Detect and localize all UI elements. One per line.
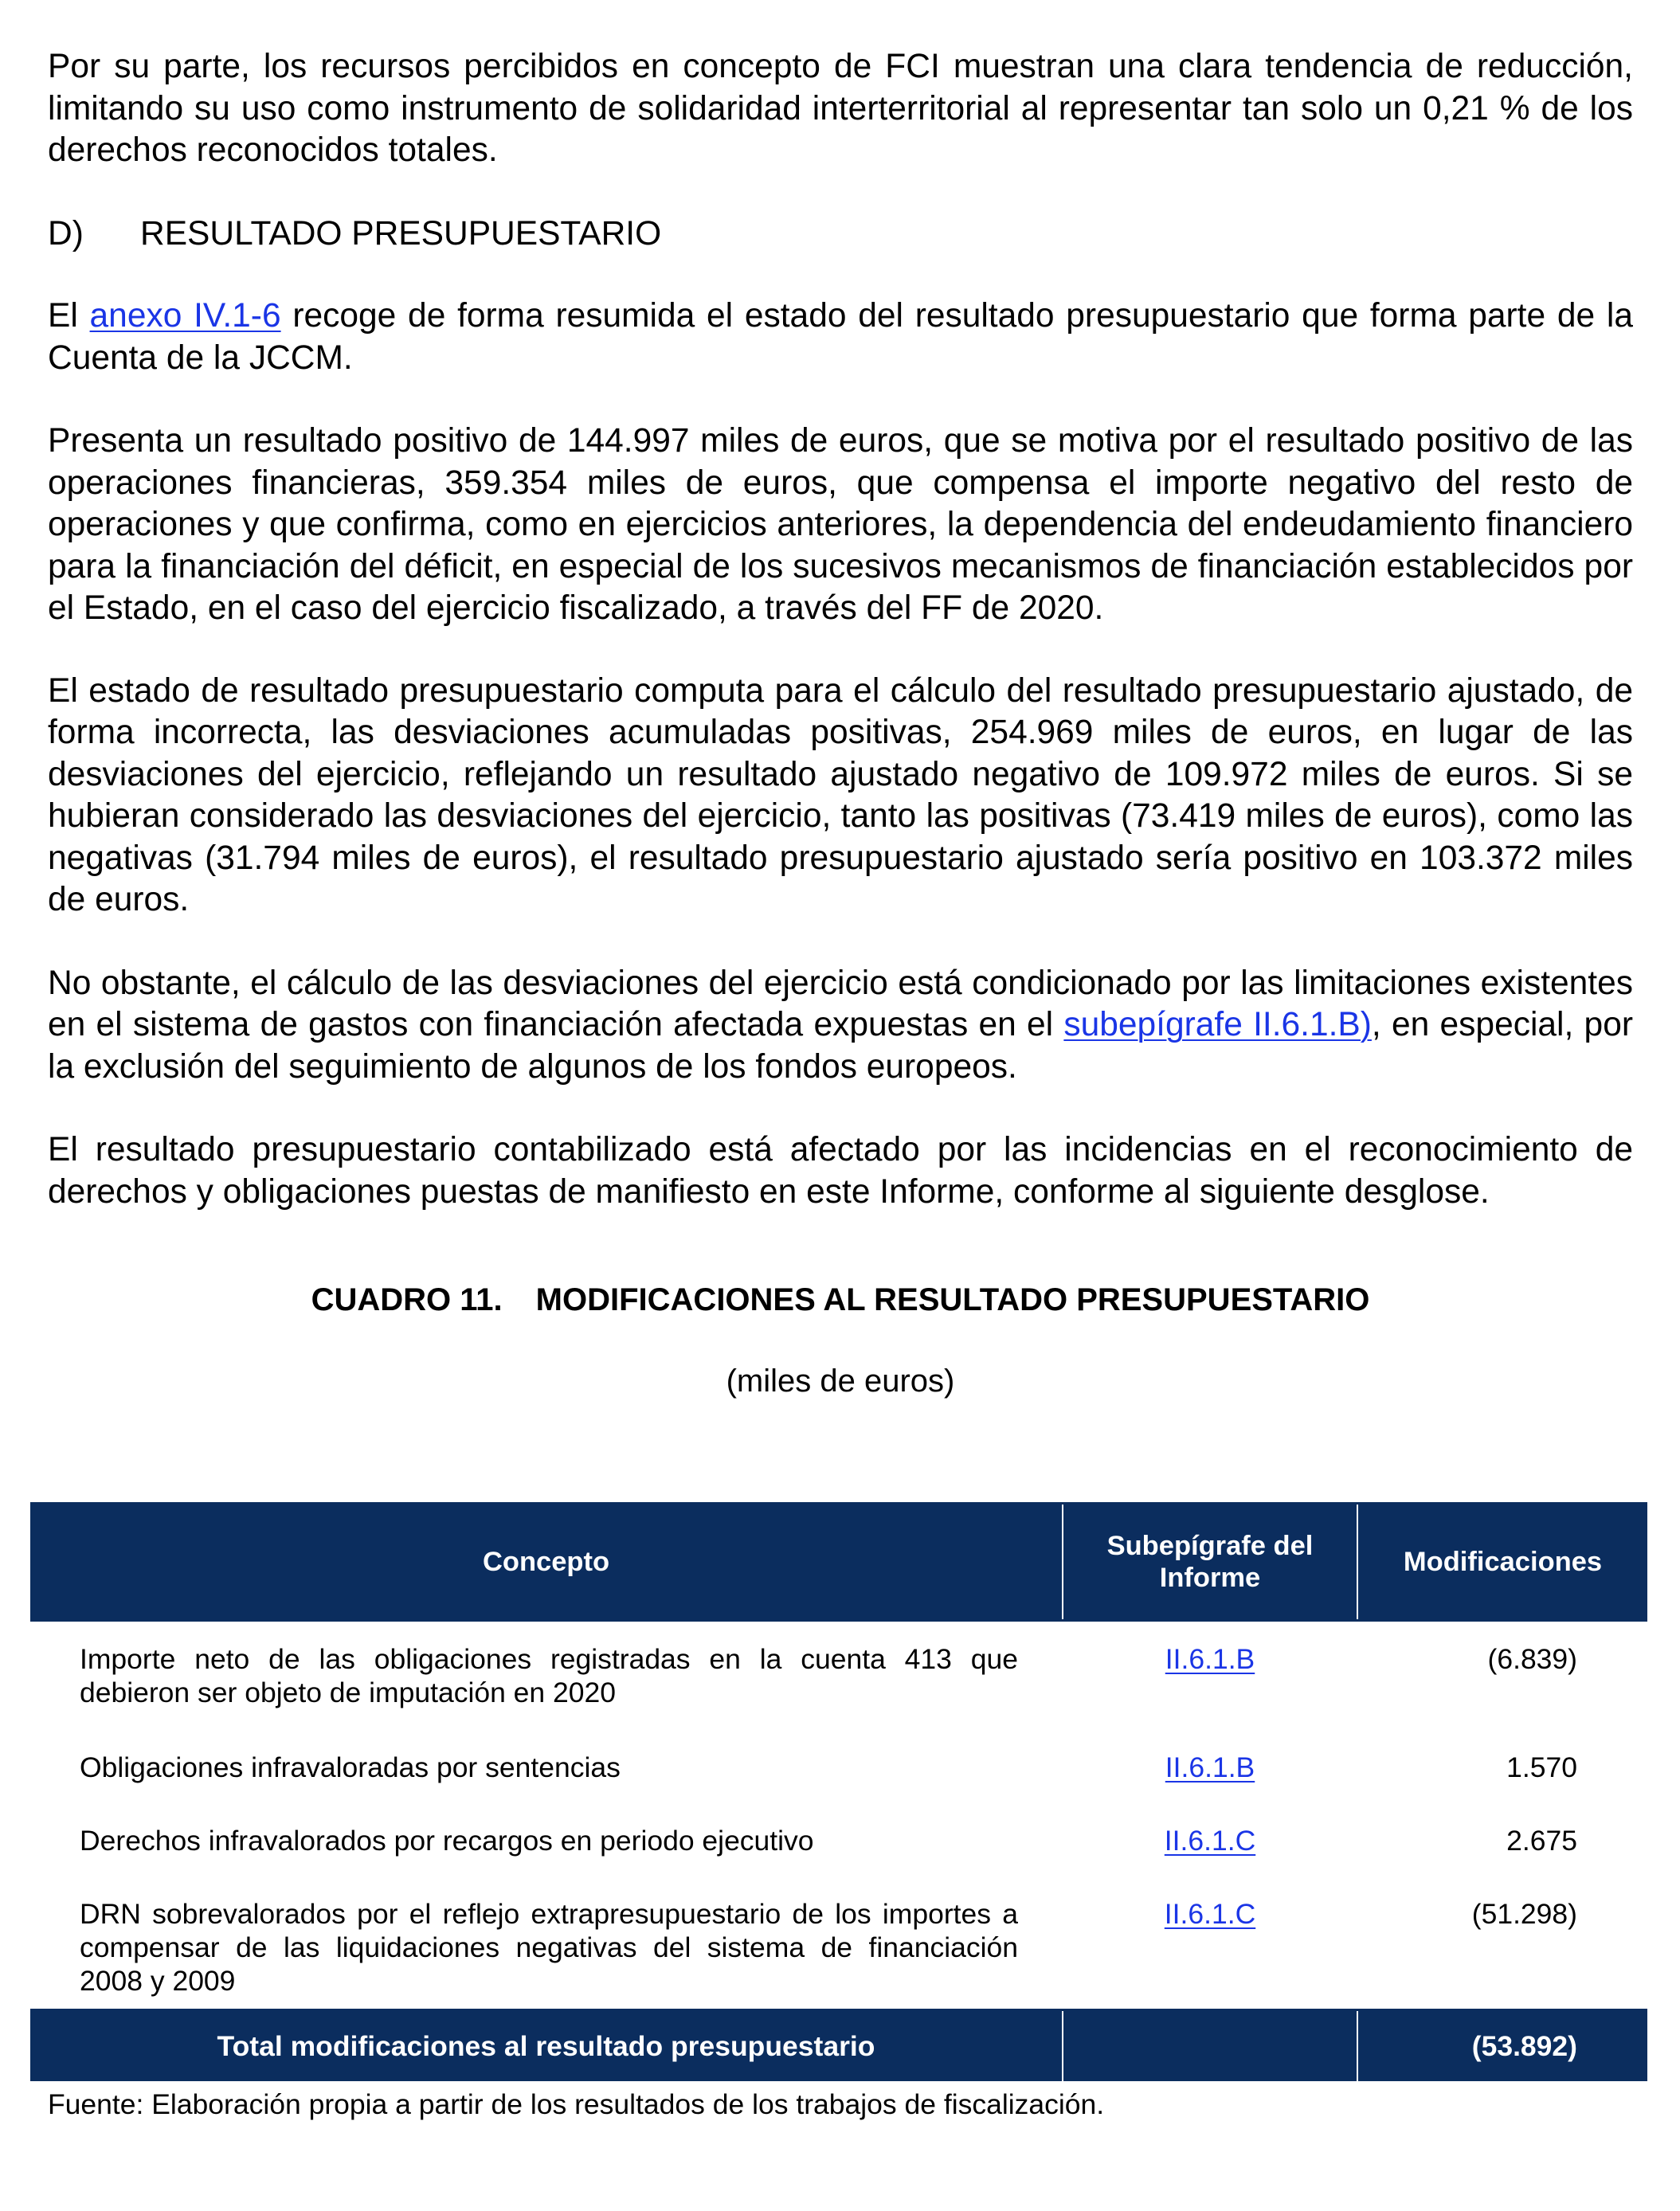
paragraph-annex xyxy=(48,295,1633,379)
row-concepto: Obligaciones infravaloradas por sentencias xyxy=(80,1751,621,1783)
section-letter: D) xyxy=(48,214,84,252)
header-subepigrafe xyxy=(1063,1504,1357,1621)
row-subepigrafe-link[interactable]: II.6.1.B xyxy=(1165,1751,1255,1783)
row-subepigrafe-cell xyxy=(1063,1730,1357,1803)
total-value: (53.892) xyxy=(1357,2010,1647,2082)
paragraph-deviations-rest: , en especial, por la exclusión del seguimiento de algunos de los fondos europeos. xyxy=(48,1006,1633,1086)
paragraph-annex-lead: El xyxy=(48,297,90,335)
table-title-text: MODIFICACIONES AL RESULTADO PRESUPUESTARIO xyxy=(535,1282,1370,1317)
subepigrafe-link[interactable]: subepígrafe II.6.1.B) xyxy=(1063,1006,1372,1043)
table-number: CUADRO 11. xyxy=(311,1282,503,1317)
row-modificaciones: (51.298) xyxy=(1471,1898,1577,1930)
total-label: Total modificaciones al resultado presupuestario xyxy=(30,2010,1063,2082)
row-modificaciones: 2.675 xyxy=(1506,1825,1577,1857)
paragraph-annex-rest: recoge de forma resumida el estado del resultado presupuestario que forma parte de la Cuenta de la JCCM. xyxy=(48,297,1633,377)
row-concepto: DRN sobrevalorados por el reflejo extrapresupuestario de los importes a compensar de las liquidaciones negativas del sistema de financiación 2008 y 2009 xyxy=(80,1898,1018,1997)
table-source: Fuente: Elaboración propia a partir de los resultados de los trabajos de fiscalización. xyxy=(48,2088,1105,2120)
row-subepigrafe-link[interactable]: II.6.1.B xyxy=(1165,1643,1255,1675)
paragraph-deviations xyxy=(48,963,1633,1089)
modifications-table xyxy=(30,1502,1647,2081)
row-subepigrafe-cell xyxy=(1063,1876,1357,2010)
row-concepto: Importe neto de las obligaciones registradas en la cuenta 413 que debieron ser objeto de imputación en 2020 xyxy=(80,1643,1018,1708)
paragraph-fci: Por su parte, los recursos percibidos en concepto de FCI muestran una clara tendencia de reducción, limitando su uso como instrumento de solidaridad interterritorial al representar tan solo un 0,21 % de los derechos reconocidos totales. xyxy=(48,48,1633,169)
table-title xyxy=(48,1280,1633,1320)
paragraph-result: Presenta un resultado positivo de 144.997 miles de euros, que se motiva por el resultado positivo de las operaciones financieras, 359.354 miles de euros, que compensa el importe negativo del resto de operaciones y que confirma, como en ejercicios anteriores, la dependencia del endeudamiento financiero para la financiación del déficit, en especial de los sucesivos mecanismos de financiación establecidos por el Estado, en el caso del ejercicio fiscalizado, a través del FF de 2020. xyxy=(48,422,1633,627)
table-row xyxy=(30,1876,1647,2010)
table-row xyxy=(30,1730,1647,1803)
total-empty-cell xyxy=(1063,2010,1357,2082)
row-subepigrafe-cell xyxy=(1063,1803,1357,1876)
row-modificaciones: (6.839) xyxy=(1487,1643,1577,1675)
document-page xyxy=(48,46,1633,1401)
section-heading xyxy=(48,213,1633,256)
table-row xyxy=(30,1621,1647,1731)
header-modificaciones: Modificaciones xyxy=(1357,1504,1647,1621)
paragraph-adjusted: El estado de resultado presupuestario computa para el cálculo del resultado presupuestario ajustado, de forma incorrecta, las desviaciones acumuladas positivas, 254.969 miles de euros, en lugar de las desviaciones del ejercicio, reflejando un resultado ajustado negativo de 109.972 miles de euros. Si se hubieran considerado las desviaciones del ejercicio, tanto las positivas (73.419 miles de euros), como las negativas (31.794 miles de euros), el resultado presupuestario ajustado sería positivo en 103.372 miles de euros. xyxy=(48,671,1633,918)
table-unit: (miles de euros) xyxy=(726,1364,955,1399)
row-concepto: Derechos infravalorados por recargos en periodo ejecutivo xyxy=(80,1825,814,1857)
header-subepigrafe-text: Subepígrafe del Informe xyxy=(1106,1531,1314,1593)
paragraph-deviations-lead: No obstante, el cálculo de las desviaciones del ejercicio está condicionado por las limitaciones existentes en el sistema de gastos con financiación afectada expuestas en el xyxy=(48,964,1633,1043)
section-title: RESULTADO PRESUPUESTARIO xyxy=(140,214,662,252)
row-subepigrafe-cell xyxy=(1063,1621,1357,1731)
table-header-row xyxy=(30,1504,1647,1621)
row-subepigrafe-link[interactable]: II.6.1.C xyxy=(1164,1825,1256,1857)
paragraph-breakdown: El resultado presupuestario contabilizado está afectado por las incidencias en el reconocimiento de derechos y obligaciones puestas de manifiesto en este Informe, conforme al siguiente desglose. xyxy=(48,1131,1633,1211)
row-subepigrafe-link[interactable]: II.6.1.C xyxy=(1164,1898,1256,1930)
header-concepto: Concepto xyxy=(30,1504,1063,1621)
table-total-row xyxy=(30,2010,1647,2082)
annex-link[interactable]: anexo IV.1-6 xyxy=(89,297,281,335)
row-modificaciones: 1.570 xyxy=(1506,1751,1577,1783)
table-row xyxy=(30,1803,1647,1876)
